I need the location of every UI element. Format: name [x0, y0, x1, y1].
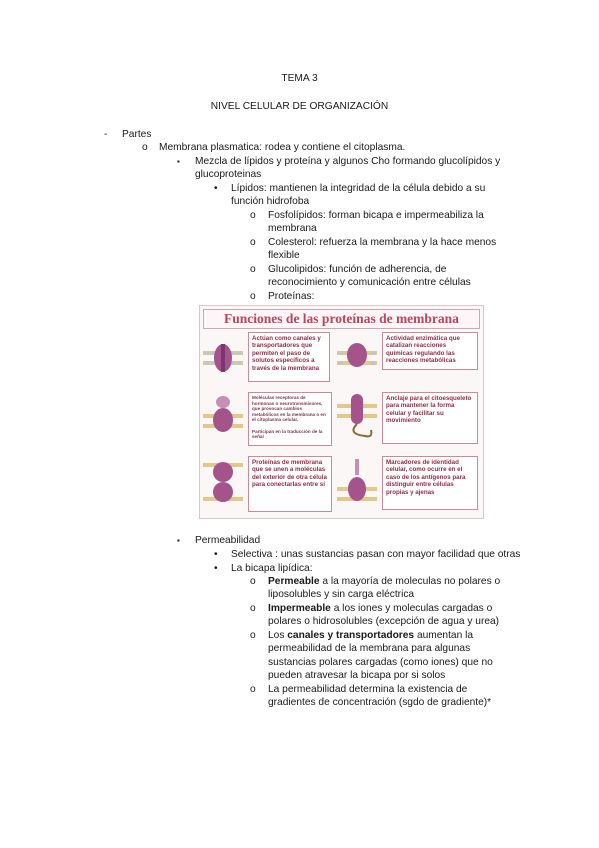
list-item-fosfolipidos: Fosfolípidos: forman bicapa e impermeabiliza la: [268, 210, 484, 221]
receptor-protein-icon: [203, 390, 243, 440]
list-item-mezcla: Mezcla de lípidos y proteína y algunos Cho formando glucolípidos y: [195, 156, 501, 167]
membrane-proteins-figure: [199, 305, 484, 519]
list-item-glucolipidos: Glucolipidos: función de adherencia, de: [268, 264, 447, 275]
list-item-bicapa: La bicapa lipídica:: [231, 563, 313, 574]
list-item-proteinas: Proteínas:: [268, 291, 315, 302]
list-bullet: o: [250, 684, 256, 695]
list-item-fosfolipidos-cont: membrana: [268, 223, 317, 234]
list-item-canales: [268, 629, 473, 643]
list-item-canales-cont: sustancias polares cargadas (como iones) que no: [268, 657, 493, 668]
list-bullet: o: [250, 576, 256, 587]
figure-title: Funciones de las proteínas de membrana: [203, 309, 480, 329]
list-bullet: o: [250, 210, 256, 221]
list-bullet: o: [250, 291, 256, 302]
list-item-impermeable-cont: polares o hidrosolubles (excepción de agua y urea): [268, 616, 500, 627]
list-bullet: •: [214, 563, 218, 574]
box-marcadores: Marcadores de identidad celular, como ocurre en el caso de los antígenos para distinguir entre células propias y ajenas: [382, 456, 478, 510]
list-bullet: o: [142, 142, 148, 153]
receptoras-text-2: Participan en la traducción de la señal: [252, 428, 323, 440]
channel-protein-icon: [203, 333, 243, 383]
receptoras-text: Moléculas receptoras de hormonas o neurotransmisores, que provocan cambios metabólicos en la membrana o en el citoplasma celular.: [252, 395, 326, 423]
list-item-partes: Partes: [122, 129, 152, 140]
list-item-lipidos-cont: función hidrofoba: [231, 196, 310, 207]
marker-protein-icon: [337, 457, 377, 507]
junction-protein-icon: [203, 457, 243, 507]
list-item-impermeable: [268, 602, 492, 616]
list-bullet: o: [250, 630, 256, 641]
term-canales: canales y transportadores: [287, 630, 415, 641]
page-title: TEMA 3: [281, 73, 318, 84]
list-item-mezcla-cont: glucoproteinas: [195, 169, 262, 180]
list-item-colesterol-cont: flexible: [268, 250, 300, 261]
list-bullet: •: [214, 183, 218, 194]
box-anclaje: Anclaje para el citoesqueleto para mantener la forma celular y facilitar su movimiento: [382, 392, 478, 444]
page-subtitle: NIVEL CELULAR DE ORGANIZACIÓN: [210, 101, 389, 112]
list-item-permeabilidad: Permeabilidad: [195, 535, 261, 546]
impermeable-text: a los iones y moleculas cargadas o: [330, 603, 493, 614]
permeable-text: a la mayoría de moleculas no polares o: [319, 576, 501, 587]
box-union: Proteínas de membrana que se unen a moléculas del exterior de otra célula para conectarlas entre sí: [248, 456, 332, 512]
term-impermeable: Impermeable: [268, 603, 331, 614]
list-item-gradientes: La permeabilidad determina la existencia de: [268, 684, 468, 695]
anchor-protein-icon: [337, 390, 377, 440]
list-item-canales-cont: pueden atravesar la bicapa por si solos: [268, 670, 446, 681]
list-bullet: -: [104, 129, 108, 140]
box-receptoras: [248, 392, 332, 446]
list-item-selectiva: Selectiva : unas sustancias pasan con mayor facilidad que otras: [231, 549, 521, 560]
term-permeable: Permeable: [268, 576, 320, 587]
list-bullet: •: [214, 549, 218, 560]
canales-pre: Los: [268, 630, 288, 641]
list-item-permeable-cont: liposolubles y sin carga eléctrica: [268, 589, 415, 600]
canales-text: aumentan la: [414, 630, 474, 641]
box-canales: Actúan como canales y transportadores que permiten el paso de solutos específicos a través de la membrana: [248, 332, 330, 382]
list-item-lipidos: Lípidos: mantienen la integridad de la célula debido a su: [231, 183, 486, 194]
box-enzimatica: Actividad enzimática que catalizan reacciones químicas regulando las reacciones metabólicas: [382, 332, 478, 370]
list-bullet: ▪: [177, 536, 180, 545]
list-bullet: o: [250, 603, 256, 614]
list-item-permeable: [268, 575, 500, 589]
enzyme-protein-icon: [337, 333, 377, 383]
list-item-canales-cont: permeabilidad de la membrana para algunas: [268, 643, 471, 654]
list-bullet: o: [250, 237, 256, 248]
list-bullet: ▪: [177, 157, 180, 166]
list-item-membrana: Membrana plasmatica: rodea y contiene el citoplasma.: [159, 142, 406, 153]
list-item-colesterol: Colesterol: refuerza la membrana y la hace menos: [268, 237, 497, 248]
list-item-glucolipidos-cont: reconocimiento y comunicación entre células: [268, 277, 471, 288]
list-bullet: o: [250, 264, 256, 275]
list-item-gradientes-cont: gradientes de concentración (sgdo de gradiente)*: [268, 697, 492, 708]
